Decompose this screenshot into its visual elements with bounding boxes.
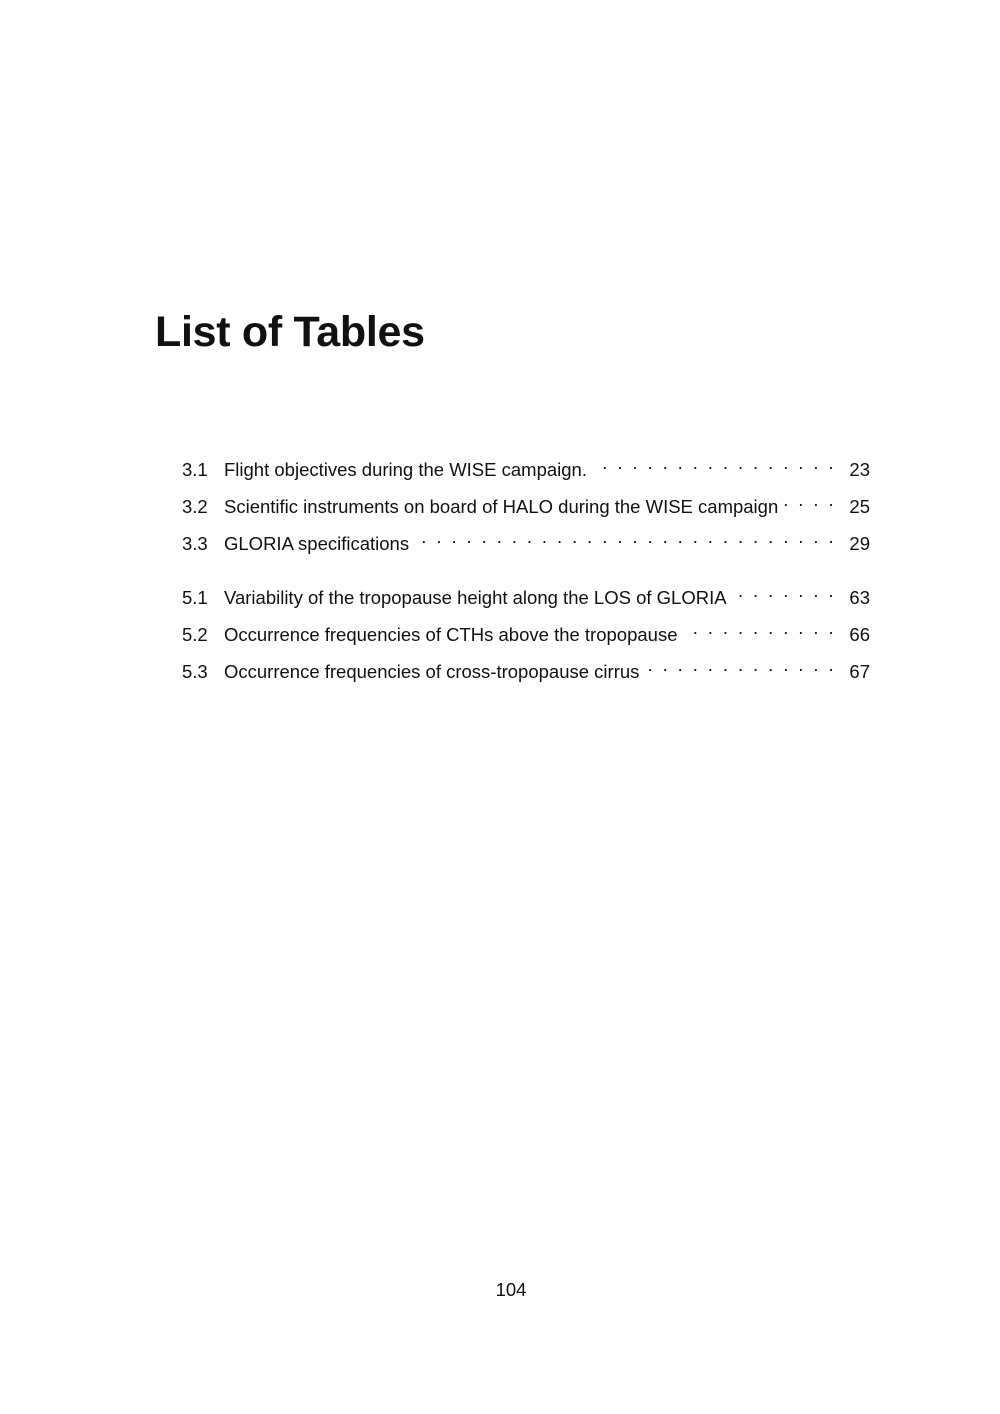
dot-leader	[593, 450, 836, 476]
dot-leader	[733, 578, 836, 604]
page-number: 104	[495, 1279, 527, 1300]
toc-entry[interactable]	[182, 487, 870, 517]
dot-leader	[684, 615, 837, 641]
toc-entry-page: 23	[849, 459, 870, 480]
toc-entry-title: Variability of the tropopause height along the LOS of GLORIA	[224, 587, 727, 608]
toc-entry-number: 3.3	[182, 533, 208, 554]
toc-entry-page: 25	[849, 496, 870, 517]
toc-entry-title: Occurrence frequencies of CTHs above the tropopause	[224, 624, 678, 645]
dot-leader	[645, 652, 836, 678]
toc-entry-page: 63	[849, 587, 870, 608]
toc-entry-title: Occurrence frequencies of cross-tropopause cirrus	[224, 661, 640, 682]
toc-entry-page: 67	[849, 661, 870, 682]
toc-entry[interactable]	[182, 578, 870, 608]
dot-leader	[784, 487, 836, 513]
toc-entry[interactable]	[182, 450, 870, 480]
toc-entry-page: 29	[849, 533, 870, 554]
toc-entry[interactable]	[182, 652, 870, 682]
dot-leader	[415, 524, 836, 550]
toc-entry-number: 5.3	[182, 661, 208, 682]
toc-entry-number: 5.1	[182, 587, 208, 608]
toc-entry-page: 66	[849, 624, 870, 645]
toc-entry-title: Flight objectives during the WISE campaign.	[224, 459, 587, 480]
toc-entry-title: Scientific instruments on board of HALO during the WISE campaign	[224, 496, 779, 517]
toc-entry-number: 5.2	[182, 624, 208, 645]
page-title: List of Tables	[155, 308, 425, 356]
toc-entry-number: 3.2	[182, 496, 208, 517]
toc-entry[interactable]	[182, 524, 870, 554]
toc-entry[interactable]	[182, 615, 870, 645]
toc-entry-number: 3.1	[182, 459, 208, 480]
toc-entry-title: GLORIA specifications	[224, 533, 410, 554]
